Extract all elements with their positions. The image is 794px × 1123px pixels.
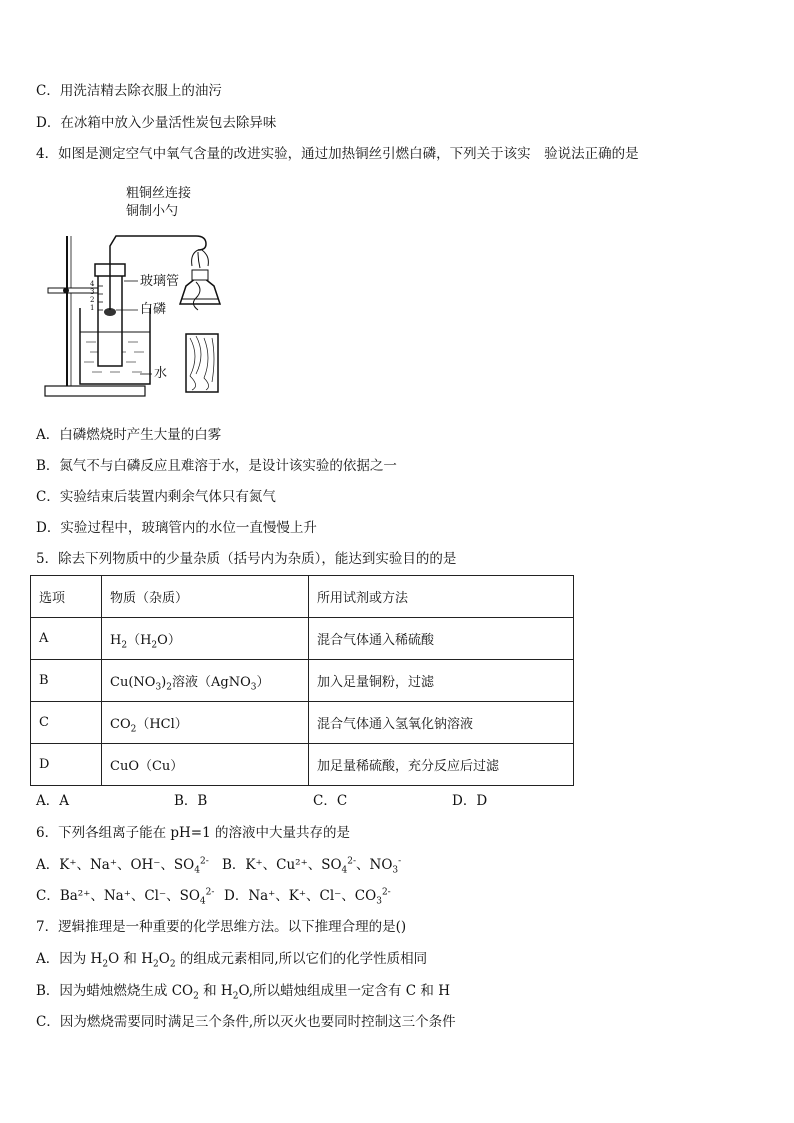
impurity-table [30, 575, 574, 786]
q3-option-d: D．在冰箱中放入少量活性炭包去除异味 [36, 115, 277, 131]
option-cell: A [31, 618, 102, 660]
table-row [31, 744, 574, 786]
q5-stem: 5．除去下列物质中的少量杂质（括号内为杂质），能达到实验目的的是 [36, 551, 457, 567]
method-cell: 加入足量铜粉，过滤 [309, 660, 574, 702]
q5-choice-b: B．B [174, 793, 208, 809]
scale-3: 3 [90, 288, 95, 296]
experiment-figure [40, 186, 240, 402]
q7-option-c: C．因为燃烧需要同时满足三个条件,所以灭火也要同时控制这三个条件 [36, 1014, 456, 1030]
label-wire-1: 粗铜丝连接 [126, 186, 192, 201]
q5-choice-d: D．D [452, 793, 488, 809]
q6-option-b: B．K⁺、Cu²⁺、$SO_4^{2-}$、$NO_3^-$ [222, 856, 402, 876]
q5-choice-a: A．A [36, 793, 69, 809]
label-water: 水 [154, 366, 168, 381]
substance-cell: CuO（Cu） [102, 744, 309, 786]
method-cell: 混合气体通入氢氧化钠溶液 [309, 702, 574, 744]
q6-option-a: A．K⁺、Na⁺、OH⁻、$SO_4^{2-}$ [36, 856, 209, 876]
q5-choice-c: C．C [313, 793, 348, 809]
header-cell: 所用试剂或方法 [309, 576, 574, 618]
q4-stem: 4．如图是测定空气中氧气含量的改进实验，通过加热铜丝引燃白磷，下列关于该实 验说法正确的是 [36, 146, 639, 162]
table-header-row [31, 576, 574, 618]
option-cell: C [31, 702, 102, 744]
q3-option-c: C．用洗洁精去除衣服上的油污 [36, 83, 222, 99]
label-phosphorus: 白磷 [140, 302, 167, 317]
q4-option-c: C．实验结束后装置内剩余气体只有氮气 [36, 489, 276, 505]
label-tube: 玻璃管 [140, 274, 180, 289]
method-cell: 加足量稀硫酸，充分反应后过滤 [309, 744, 574, 786]
option-cell: D [31, 744, 102, 786]
method-cell: 混合气体通入稀硫酸 [309, 618, 574, 660]
q6-stem: 6．下列各组离子能在 pH=1 的溶液中大量共存的是 [36, 825, 350, 841]
q6-option-d: D．Na⁺、K⁺、Cl⁻、$CO_3^{2-}$ [224, 887, 391, 907]
substance-cell: $H_2(H_2O)$ [102, 618, 309, 660]
q7-stem: 7．逻辑推理是一种重要的化学思维方法。以下推理合理的是() [36, 919, 407, 935]
q4-option-a: A．白磷燃烧时产生大量的白雾 [36, 427, 222, 443]
q6-option-c: C．Ba²⁺、Na⁺、Cl⁻、$SO_4^{2-}$ [36, 887, 215, 907]
label-wire-2: 铜制小勺 [126, 204, 179, 219]
table-row [31, 660, 574, 702]
q7-option-b: B．因为蜡烛燃烧生成 $CO_2$ 和 $H_2O$,所以蜡烛组成里一定含有 C 和 H [36, 983, 450, 1002]
scale-4: 4 [90, 280, 95, 288]
scale-1: 1 [90, 304, 95, 312]
q7-option-a: A．因为 $H_2O$ 和 $H_2O_2$ 的组成元素相同,所以它们的化学性质相同 [36, 951, 428, 970]
header-cell: 物质（杂质） [102, 576, 309, 618]
table-row [31, 702, 574, 744]
option-cell: B [31, 660, 102, 702]
scale-2: 2 [90, 296, 95, 304]
header-cell: 选项 [31, 576, 102, 618]
substance-cell: $Cu(NO_3)_2$溶液（AgNO$_3$） [102, 660, 309, 702]
q4-option-d: D．实验过程中，玻璃管内的水位一直慢慢上升 [36, 520, 317, 536]
table-row [31, 618, 574, 660]
substance-cell: $CO_2(HCl)$ [102, 702, 309, 744]
q4-option-b: B．氮气不与白磷反应且难溶于水，是设计该实验的依据之一 [36, 458, 397, 474]
